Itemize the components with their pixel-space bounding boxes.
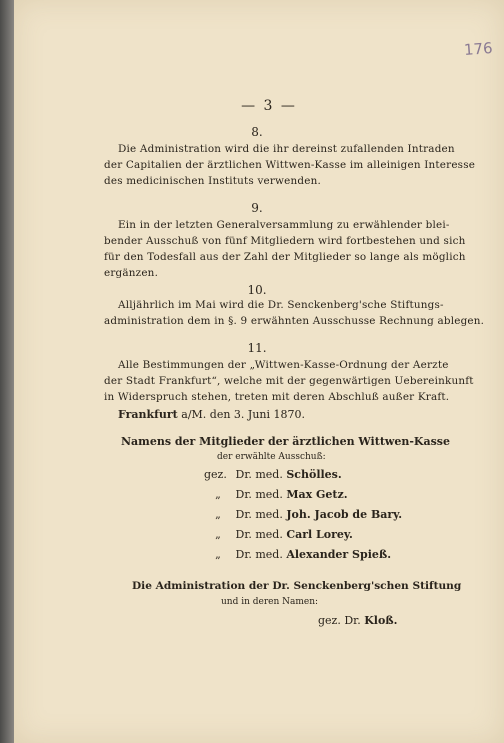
signature-title: Dr. med. xyxy=(235,468,283,481)
signature-prefix: „ xyxy=(215,528,221,541)
date-place: Frankfurt xyxy=(118,408,178,421)
text-line: Ein in der letzten Generalversammlung zu erwählender blei- xyxy=(118,219,450,231)
signature-title: Dr. med. xyxy=(235,488,283,501)
text-line: Alle Bestimmungen der „Wittwen-Kasse-Ordnung der Aerzte xyxy=(118,359,449,371)
text-line: der Capitalien der ärztlichen Wittwen-Kasse im alleinigen Interesse xyxy=(104,159,476,171)
text-line: des medicinischen Instituts verwenden. xyxy=(104,175,321,187)
committee-heading: Namens der Mitglieder der ärztlichen Wittwen-Kasse xyxy=(121,435,451,448)
page-number: — 3 — xyxy=(241,98,297,114)
signature-prefix: „ xyxy=(215,508,221,521)
text-line: bender Ausschuß von fünf Mitgliedern wird fortbestehen und sich xyxy=(104,235,466,247)
text-line: administration dem in §. 9 erwähnten Ausschusse Rechnung ablegen. xyxy=(104,315,485,327)
signature-line xyxy=(204,488,348,501)
date-rest: a/M. den 3. Juni 1870. xyxy=(181,408,305,421)
administration-heading: Die Administration der Dr. Senckenberg'schen Stiftung xyxy=(132,580,462,592)
text-line: ergänzen. xyxy=(104,267,159,279)
signature-prefix: „ xyxy=(215,488,221,501)
document-page xyxy=(14,0,504,743)
signature-line xyxy=(204,528,353,541)
signature-name: Max Getz. xyxy=(286,488,348,501)
signature-name: Joh. Jacob de Bary. xyxy=(286,508,403,521)
signature-line xyxy=(204,548,391,561)
signature-title: Dr. med. xyxy=(235,528,283,541)
signature-name: Kloß. xyxy=(364,614,398,627)
signature-title: Dr. med. xyxy=(235,548,283,561)
section-number: 11. xyxy=(247,341,267,355)
text-line: der Stadt Frankfurt“, welche mit der gegenwärtigen Uebereinkunft xyxy=(104,375,474,387)
section-number: 8. xyxy=(251,125,263,139)
signature-prefix: „ xyxy=(215,548,221,561)
signature-prefix: gez. xyxy=(204,468,227,481)
signature-title: Dr. med. xyxy=(235,508,283,521)
text-line: Die Administration wird die ihr dereinst zufallenden Intraden xyxy=(118,143,455,155)
section-number: 9. xyxy=(251,201,263,215)
section-number: 10. xyxy=(247,283,267,297)
binding-edge xyxy=(0,0,14,743)
archive-annotation: 176 xyxy=(463,39,494,59)
signature-name: Carl Lorey. xyxy=(286,528,353,541)
text-line: Alljährlich im Mai wird die Dr. Senckenberg'sche Stiftungs- xyxy=(118,299,444,311)
text-line: für den Todesfall aus der Zahl der Mitglieder so lange als möglich xyxy=(104,251,466,263)
signature-name: Alexander Spieß. xyxy=(286,548,392,561)
date-line xyxy=(118,408,305,421)
signature-line xyxy=(204,508,402,521)
committee-subheading: der erwählte Ausschuß: xyxy=(217,452,326,462)
administration-subheading: und in deren Namen: xyxy=(221,597,319,607)
text-line: in Widerspruch stehen, treten mit deren Abschluß außer Kraft. xyxy=(104,391,450,403)
signature-name: Schölles. xyxy=(286,468,342,481)
administration-signature xyxy=(318,614,397,627)
signature-prefix: gez. Dr. xyxy=(318,614,361,627)
signature-line xyxy=(204,468,342,481)
